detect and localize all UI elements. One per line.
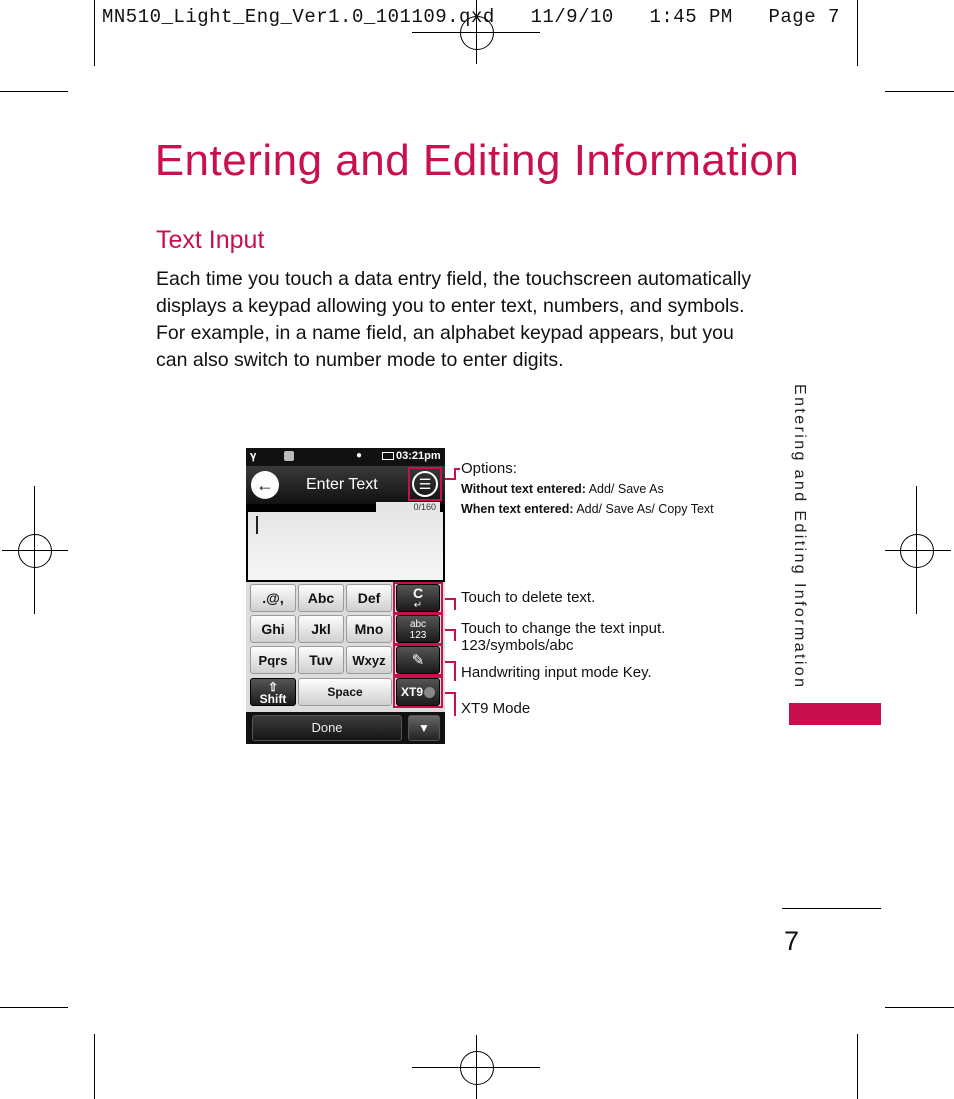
key-jkl[interactable]: Jkl <box>298 615 344 643</box>
title-bar <box>246 466 445 504</box>
crop-mark <box>94 1034 95 1099</box>
alarm-icon: ● <box>356 450 363 461</box>
callout-change-line2: 123/symbols/abc <box>461 637 574 654</box>
callout-change-line1: Touch to change the text input. <box>461 620 666 637</box>
mode-key-highlight <box>393 613 443 645</box>
key-wxyz[interactable]: Wxyz <box>346 646 392 674</box>
with-text-value: Add/ Save As/ Copy Text <box>576 502 714 516</box>
print-slug: MN510_Light_Eng_Ver1.0_101109.qxd 11/9/10 1:45 PM Page 7 <box>102 6 840 28</box>
key-symbols[interactable]: .@, <box>250 584 296 612</box>
xt9-label: XT9 <box>401 685 424 699</box>
key-def[interactable]: Def <box>346 584 392 612</box>
key-tuv[interactable]: Tuv <box>298 646 344 674</box>
clear-icon: C <box>412 585 424 601</box>
side-tab <box>764 384 836 696</box>
battery-icon <box>382 452 394 460</box>
callout-line <box>454 598 456 610</box>
options-highlight <box>408 467 442 501</box>
mode-label-bottom: 123 <box>409 630 427 641</box>
crop-mark <box>885 1007 954 1008</box>
section-heading: Text Input <box>156 226 265 254</box>
back-arrow-icon: ← <box>256 475 274 495</box>
crop-mark <box>94 0 95 66</box>
callout-line <box>454 468 460 470</box>
callout-line <box>454 661 456 681</box>
list-icon: ☰ <box>418 476 432 492</box>
key-abc[interactable]: Abc <box>298 584 344 612</box>
char-counter: 0/160 <box>376 502 440 514</box>
key-mno[interactable]: Mno <box>346 615 392 643</box>
return-arrow-icon: ↵ <box>413 600 423 611</box>
crop-mark <box>885 91 954 92</box>
pen-icon: ✎ <box>411 652 425 669</box>
chevron-down-icon: ▼ <box>418 721 430 735</box>
bluetooth-icon <box>284 451 294 461</box>
crop-mark <box>0 91 68 92</box>
crop-mark <box>0 1007 68 1008</box>
phone-screen <box>246 448 445 744</box>
callout-options <box>461 460 714 518</box>
status-time: 03:21pm <box>396 450 441 462</box>
done-button[interactable]: Done <box>252 715 402 741</box>
callout-line <box>454 692 456 716</box>
crop-mark <box>857 0 858 66</box>
space-key[interactable]: Space <box>298 678 392 706</box>
shift-label: Shift <box>259 692 287 706</box>
callout-xt9: XT9 Mode <box>461 700 531 717</box>
collapse-keypad-button[interactable] <box>408 715 440 741</box>
crop-mark <box>857 1034 858 1099</box>
handwriting-key-highlight <box>393 644 443 676</box>
status-bar <box>246 448 445 466</box>
text-cursor <box>256 516 258 534</box>
xt9-key-highlight <box>393 676 443 708</box>
without-text-label: Without text entered: <box>461 482 586 496</box>
without-text-value: Add/ Save As <box>588 482 664 496</box>
back-button[interactable] <box>251 471 279 499</box>
screen-title: Enter Text <box>306 476 378 493</box>
page-number: 7 <box>784 926 800 956</box>
callout-change-input <box>461 620 665 654</box>
done-bar <box>246 712 445 744</box>
mode-label-top: abc <box>409 619 427 630</box>
key-ghi[interactable]: Ghi <box>250 615 296 643</box>
text-entry-field[interactable] <box>248 512 443 580</box>
shift-key[interactable] <box>250 678 296 706</box>
signal-icon: 𝛄 <box>250 450 257 462</box>
with-text-label: When text entered: <box>461 502 574 516</box>
side-tab-label: Entering and Editing Information <box>791 384 808 690</box>
keypad <box>246 582 445 712</box>
callout-handwriting: Handwriting input mode Key. <box>461 664 652 681</box>
clear-key-highlight <box>393 582 443 614</box>
callout-line <box>454 629 456 641</box>
side-tab-marker <box>789 703 881 725</box>
page-title: Entering and Editing Information <box>154 136 800 185</box>
shift-arrow-icon: ⇧ <box>267 680 279 694</box>
page-number-rule <box>782 908 881 909</box>
options-title: Options: <box>461 460 517 477</box>
body-paragraph: Each time you touch a data entry field, the touchscreen automatically displays a keypad allowing you to enter text, numbers, and symbols. For example, in a name field, an alphabet keypad appears, but you can also switch to number mode to enter digits. <box>156 268 752 371</box>
callout-delete: Touch to delete text. <box>461 589 596 606</box>
key-pqrs[interactable]: Pqrs <box>250 646 296 674</box>
